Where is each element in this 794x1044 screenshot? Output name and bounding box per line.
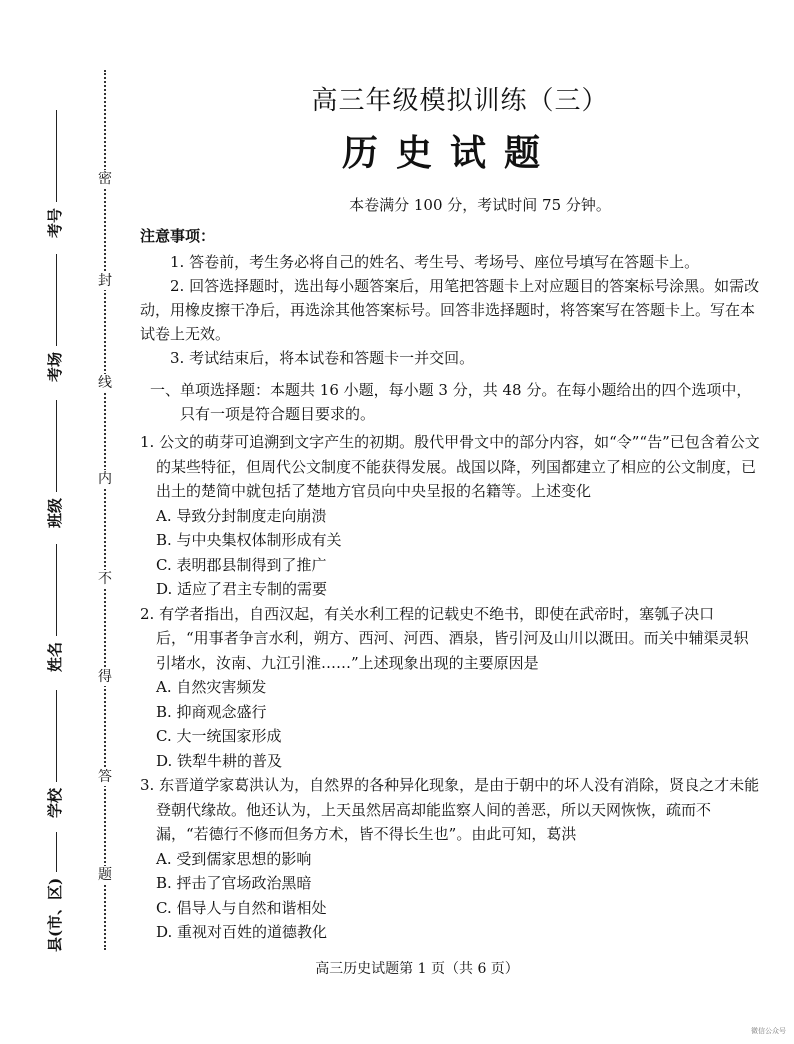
exam-meta: 本卷满分 100 分，考试时间 75 分钟。 <box>349 196 611 214</box>
option-a: A. 导致分封制度走向崩溃 <box>156 506 327 525</box>
field-label: 县(市、区) <box>46 877 64 952</box>
option-d: D. 铁犁牛耕的普及 <box>156 751 283 770</box>
option-c: C. 倡导人与自然和谐相处 <box>156 898 327 917</box>
corner-watermark: 微信公众号 <box>751 1027 786 1035</box>
option-b: B. 与中央集权体制形成有关 <box>156 531 342 549</box>
question-stem: 1. 公文的萌芽可追溯到文字产生的初期。殷代甲骨文中的部分内容，如“令”“告”已包含着公文的某些特征，但周代公文制度不能获得发展。战国以降，列国都建立了相应的公文制度，已出土的楚简中就包括了楚地方官员向中央呈报的名籍等。上述变化 <box>140 433 760 500</box>
notice-heading: 注意事项： <box>140 227 216 245</box>
notice-item: 3. 考试结束后，将本试卷和答题卡一并交回。 <box>170 349 475 367</box>
seal-char: 不 <box>98 571 112 587</box>
option-d: D. 适应了君主专制的需要 <box>156 580 328 598</box>
question-stem: 3. 东晋道学家葛洪认为，自然界的各种异化现象，是由于朝中的坏人没有消除，贤良之才未能登朝代缘故。他还认为，上天虽然居高却能监察人间的善恶，所以天网恢恢，疏而不漏，“若德行不修而但务方术，皆不得长生也”。由此可知，葛洪 <box>140 776 760 843</box>
option-a: A. 受到儒家思想的影响 <box>156 849 312 868</box>
page-footer: 高三历史试题第 1 页（共 6 页） <box>315 961 519 977</box>
class-blank[interactable] <box>56 400 57 492</box>
name-blank[interactable] <box>56 544 57 636</box>
exam-room-field <box>44 254 65 382</box>
seal-char: 封 <box>98 273 112 289</box>
class-field <box>44 400 65 528</box>
exam-title: 高三年级模拟训练（三） <box>311 86 609 116</box>
seal-char: 得 <box>98 669 112 685</box>
school-blank[interactable] <box>56 690 57 782</box>
option-b: B. 抨击了官场政治黑暗 <box>156 874 312 892</box>
field-label: 姓名 <box>46 641 64 672</box>
seal-char: 内 <box>98 471 112 487</box>
exam-room-blank[interactable] <box>56 254 57 346</box>
option-c: C. 大一统国家形成 <box>156 727 282 745</box>
exam-number-blank[interactable] <box>56 110 57 202</box>
seal-char: 线 <box>98 375 112 391</box>
county-blank[interactable] <box>56 832 57 872</box>
question-3 <box>140 773 760 945</box>
question-1 <box>140 430 760 602</box>
exam-number-field <box>44 110 65 238</box>
question-2 <box>140 602 760 774</box>
notice-item: 2. 回答选择题时，选出每小题答案后，用笔把答题卡上对应题目的答案标号涂黑。如需改动，用橡皮擦干净后，再选涂其他答案标号。回答非选择题时，将答案写在答题卡上。写在本试卷上无效。 <box>140 277 760 343</box>
notice-item: 1. 答卷前，考生务必将自己的姓名、考生号、考场号、座位号填写在答题卡上。 <box>170 253 700 271</box>
question-stem: 2. 有学者指出，自西汉起，有关水利工程的记载史不绝书，即使在武帝时，塞瓠子决口后，“用事者争言水利，朔方、西河、河西、酒泉，皆引河及山川以溉田。而关中辅渠灵轵引堵水，汝南、九江引淮……”上述现象出现的主要原因是 <box>140 604 749 672</box>
seal-char: 密 <box>98 171 112 187</box>
field-label: 考场 <box>46 351 64 382</box>
seal-dotted-line <box>104 70 106 950</box>
option-b: B. 抑商观念盛行 <box>156 702 267 721</box>
binding-margin <box>0 0 140 1044</box>
seal-char: 答 <box>98 769 112 785</box>
county-field <box>44 832 65 952</box>
field-label: 考号 <box>46 207 64 238</box>
option-a: A. 自然灾害频发 <box>156 678 267 696</box>
name-field <box>44 544 65 672</box>
option-d: D. 重视对百姓的道德教化 <box>156 923 328 941</box>
section-heading: 一、单项选择题：本题共 16 小题，每小题 3 分，共 48 分。在每小题给出的四个选项中，只有一项是符合题目要求的。 <box>150 381 752 423</box>
main-content <box>140 80 760 945</box>
field-label: 学校 <box>46 787 64 818</box>
subject-title: 历史试题 <box>341 132 558 174</box>
option-c: C. 表明郡县制得到了推广 <box>156 555 327 574</box>
seal-char: 题 <box>98 867 112 883</box>
school-field <box>44 690 65 818</box>
field-label: 班级 <box>46 497 64 528</box>
